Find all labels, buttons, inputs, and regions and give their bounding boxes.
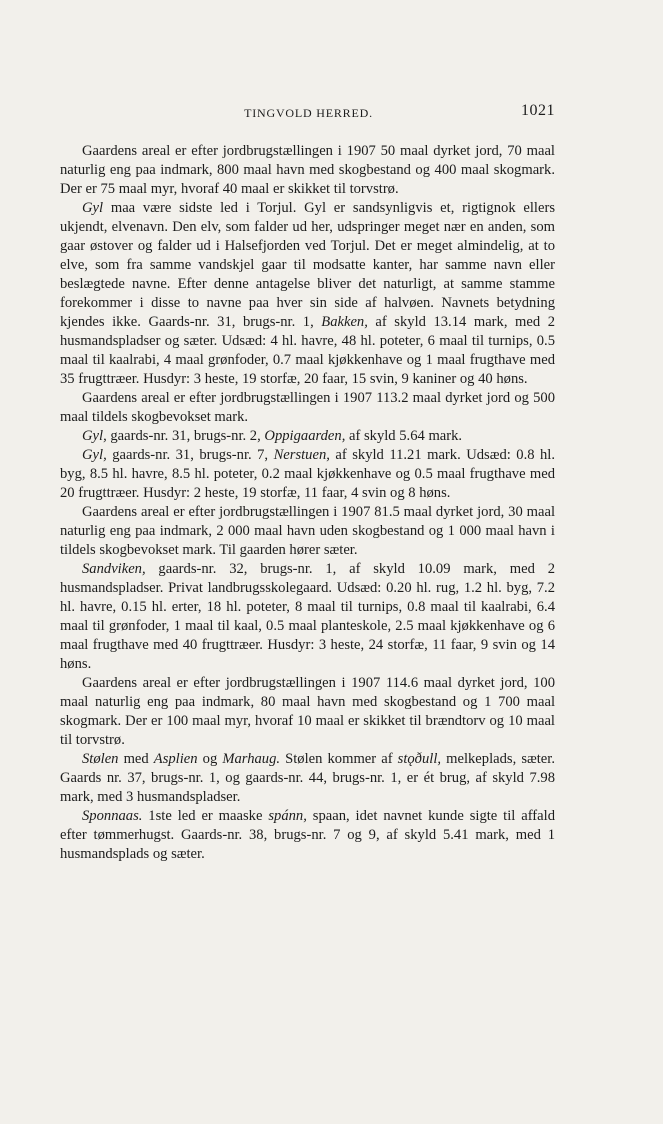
paragraph: [60, 199, 555, 389]
page-number: 1021: [521, 102, 555, 119]
text-segment: af skyld 13.14 mark, med 2 husmandspladser og sæter. Udsæd: 4 hl. havre, 48 hl. poteter, 6 maal til turnips, 0.5 maal til kaalrabi, 4 maal grønfoder, 0.7 maal kjøkkenhave og 1 maal frugthave med 35 frugttræer. Husdyr: 3 heste, 19 storfæ, 20 faar, 15 svin, 9 kaniner og 40 høns.: [60, 314, 555, 387]
italic-text: Gyl: [82, 200, 104, 216]
text-segment: af skyld 5.64 mark.: [345, 428, 463, 444]
italic-text: Sandviken,: [82, 561, 146, 577]
italic-text: spánn,: [268, 808, 307, 824]
text-segment: 1ste led er maaske: [142, 808, 269, 824]
paragraph: [60, 142, 555, 199]
paragraph: [60, 560, 555, 674]
text-segment: spaan, idet navnet kunde sigte til affald efter tømmerhugst. Gaards-nr. 38, brugs-nr. 7 og 9, af skyld 5.41 mark, med 1 husmandsplads og sæter.: [60, 808, 555, 862]
paragraph: [60, 750, 555, 807]
italic-text: Bakken,: [321, 314, 368, 330]
text-segment: og: [197, 751, 223, 767]
text-segment: Gaardens areal er efter jordbrugstællingen i 1907 113.2 maal dyrket jord og 500 maal tildels skogbevokset mark.: [60, 390, 555, 425]
paragraph: [60, 807, 555, 864]
text-segment: Stølen kommer af: [280, 751, 398, 767]
italic-text: Stølen: [82, 751, 119, 767]
text-segment: Gaardens areal er efter jordbrugstællingen i 1907 81.5 maal dyrket jord, 30 maal naturlig eng paa indmark, 2 000 maal havn uden skogbestand og 1 000 maal havn i tildels skogbevokset mark. Til gaarden hører sæter.: [60, 504, 555, 558]
italic-text: Oppigaarden,: [264, 428, 346, 444]
text-segment: gaards-nr. 31, brugs-nr. 7,: [106, 447, 274, 463]
italic-text: Gyl,: [82, 447, 107, 463]
text-segment: med: [118, 751, 154, 767]
text-segment: gaards-nr. 31, brugs-nr. 2,: [106, 428, 265, 444]
paragraph: [60, 446, 555, 503]
text-segment: gaards-nr. 32, brugs-nr. 1, af skyld 10.09 mark, med 2 husmandspladser. Privat landbrugsskolegaard. Udsæd: 0.20 hl. rug, 1.2 hl. byg, 7.2 hl. havre, 0.15 hl. erter, 18 hl. poteter, 8 maal til turnips, 0.8 maal til kaalrabi, 6.4 maal til grønfoder, 1 maal til kaal, 0.5 maal planteskole, 2.5 maal kjøkkenhave og 6 maal frugthave med 40 frugttræer. Husdyr: 3 heste, 24 storfæ, 11 faar, 9 svin og 14 høns.: [60, 561, 555, 672]
running-title: TINGVOLD HERRED.: [244, 106, 373, 120]
italic-text: Asplien: [153, 751, 198, 767]
text-segment: Gaardens areal er efter jordbrugstællingen i 1907 50 maal dyrket jord, 70 maal naturlig eng paa indmark, 800 maal havn med skogbestand og 400 maal skogmark. Der er 75 maal myr, hvoraf 40 maal er skikket til torvstrø.: [60, 143, 555, 197]
text-segment: melkeplads, sæter. Gaards nr. 37, brugs-nr. 1, og gaards-nr. 44, brugs-nr. 1, er ét brug, af skyld 7.98 mark, med 3 husmandspladser.: [60, 751, 555, 805]
text-segment: maa være sidste led i Torjul. Gyl er sandsynligvis et, rigtignok ellers ukjendt, elvenavn. Den elv, som falder ud her, udspringer meget nær en anden, som gaar østover og falder ud i Halsefjorden ved Torjul. Det er meget almindelig, at to elve, som fra samme vandskjel gaar til modsatte kanter, har samme navn eller beslægtede navne. Efter denne antagelse bliver det naturligt, at samme stamme forekommer i disse to navne paa hver sin side af halvøen. Navnets betydning kjendes ikke. Gaards-nr. 31, brugs-nr. 1,: [60, 200, 555, 330]
text-segment: af skyld 11.21 mark. Udsæd: 0.8 hl. byg, 8.5 hl. havre, 8.5 hl. poteter, 0.2 maal kjøkkenhave og 0.5 maal frugthave med 20 frugttræer. Husdyr: 2 heste, 19 storfæ, 11 faar, 4 svin og 8 høns.: [60, 447, 555, 501]
paragraph: [60, 674, 555, 750]
italic-text: stǫðull,: [397, 751, 442, 767]
paragraph: [60, 389, 555, 427]
body-text: [60, 142, 555, 864]
paragraph: [60, 503, 555, 560]
text-segment: Gaardens areal er efter jordbrugstællingen i 1907 114.6 maal dyrket jord, 100 maal naturlig eng paa indmark, 80 maal havn med skogbestand og 1 700 maal skogmark. Der er 100 maal myr, hvoraf 10 maal er skikket til brændtorv og 10 maal til torvstrø.: [60, 675, 555, 748]
italic-text: Marhaug.: [222, 751, 281, 767]
paragraph: [60, 427, 555, 446]
italic-text: Nerstuen,: [273, 447, 330, 463]
italic-text: Sponnaas.: [82, 808, 143, 824]
page-header: [62, 100, 555, 124]
italic-text: Gyl,: [82, 428, 107, 444]
